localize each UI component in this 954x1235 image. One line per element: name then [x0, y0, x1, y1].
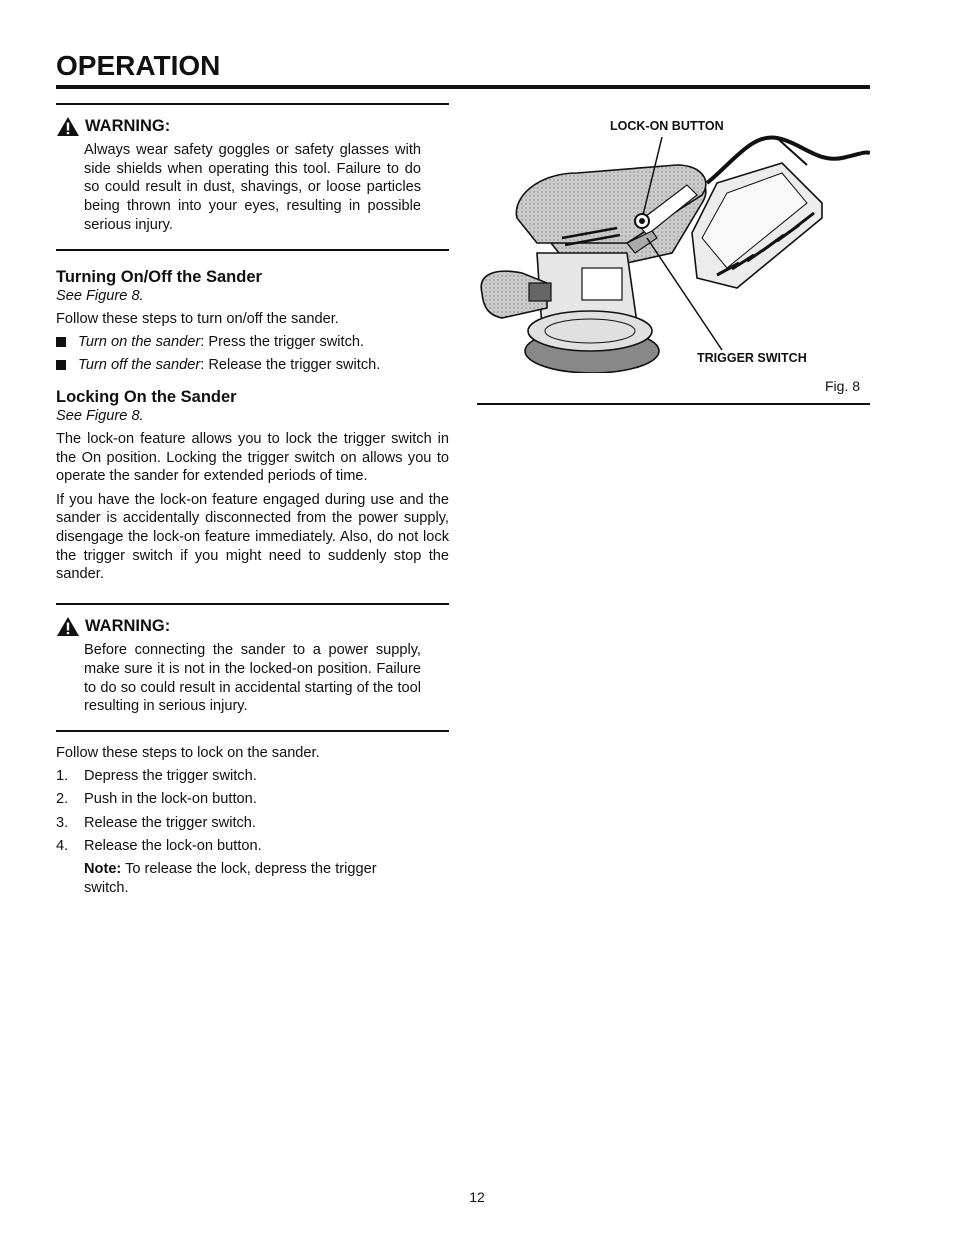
list-item: Turn off the sander: Release the trigger switch.: [56, 356, 449, 375]
bullet-list: [56, 333, 449, 375]
note: Note: To release the lock, depress the trigger switch.: [84, 861, 377, 897]
paragraph: Follow these steps to turn on/off the sander.: [56, 310, 339, 327]
list-item: 3. Release the trigger switch.: [56, 814, 256, 831]
list-item: Turn on the sander: Press the trigger switch.: [56, 333, 449, 352]
sander-illustration: [477, 103, 870, 373]
paragraph: If you have the lock-on feature engaged during use and the sander is accidentally disconnected from the power supply, disengage the lock-on feature immediately. Also, do not lock the trigger switch if you might need to suddenly stop the sander.: [56, 491, 449, 583]
figure-8: [477, 103, 870, 405]
warning-box-goggles: [56, 103, 449, 251]
warning-text: Before connecting the sander to a power supply, make sure it is not in the locked-on position. Failure to do so could result in accidental starting of the tool resulting in serious injury.: [84, 642, 421, 715]
section-heading-turning: Turning On/Off the Sander: [56, 267, 262, 286]
figure-reference: See Figure 8.: [56, 407, 144, 424]
numbered-list: [56, 767, 449, 855]
list-item: 1. Depress the trigger switch.: [56, 768, 257, 785]
section-heading-locking: Locking On the Sander: [56, 387, 237, 406]
list-item: 2. Push in the lock-on button.: [56, 791, 257, 808]
title-rule: [56, 85, 870, 89]
warning-box-power: [56, 603, 449, 732]
paragraph: Follow these steps to lock on the sander.: [56, 744, 320, 761]
warning-triangle-icon: [57, 117, 79, 136]
list-item: 4. Release the lock-on button.: [56, 837, 262, 854]
warning-heading: WARNING:: [56, 616, 449, 636]
warning-triangle-icon: [57, 617, 79, 636]
left-column: [56, 103, 449, 898]
paragraph: The lock-on feature allows you to lock the trigger switch in the On position. Locking the trigger switch on allows you to operate the sander for extended periods of time.: [56, 431, 449, 485]
figure-caption: Fig. 8: [824, 378, 860, 394]
figure-reference: See Figure 8.: [56, 287, 144, 304]
page-title: OPERATION: [56, 50, 221, 81]
callout-trigger-switch: TRIGGER SWITCH: [697, 351, 807, 365]
page-number: 12: [469, 1189, 485, 1205]
square-bullet-icon: [56, 337, 66, 347]
warning-text: Always wear safety goggles or safety glasses with side shields when operating this tool. Failure to do so could result in dust, shavings, or loose particles being thrown into your eyes, resulting in possible serious injury.: [84, 142, 421, 233]
warning-heading: WARNING:: [56, 116, 449, 136]
callout-lock-on-button: LOCK-ON BUTTON: [610, 119, 724, 133]
square-bullet-icon: [56, 360, 66, 370]
